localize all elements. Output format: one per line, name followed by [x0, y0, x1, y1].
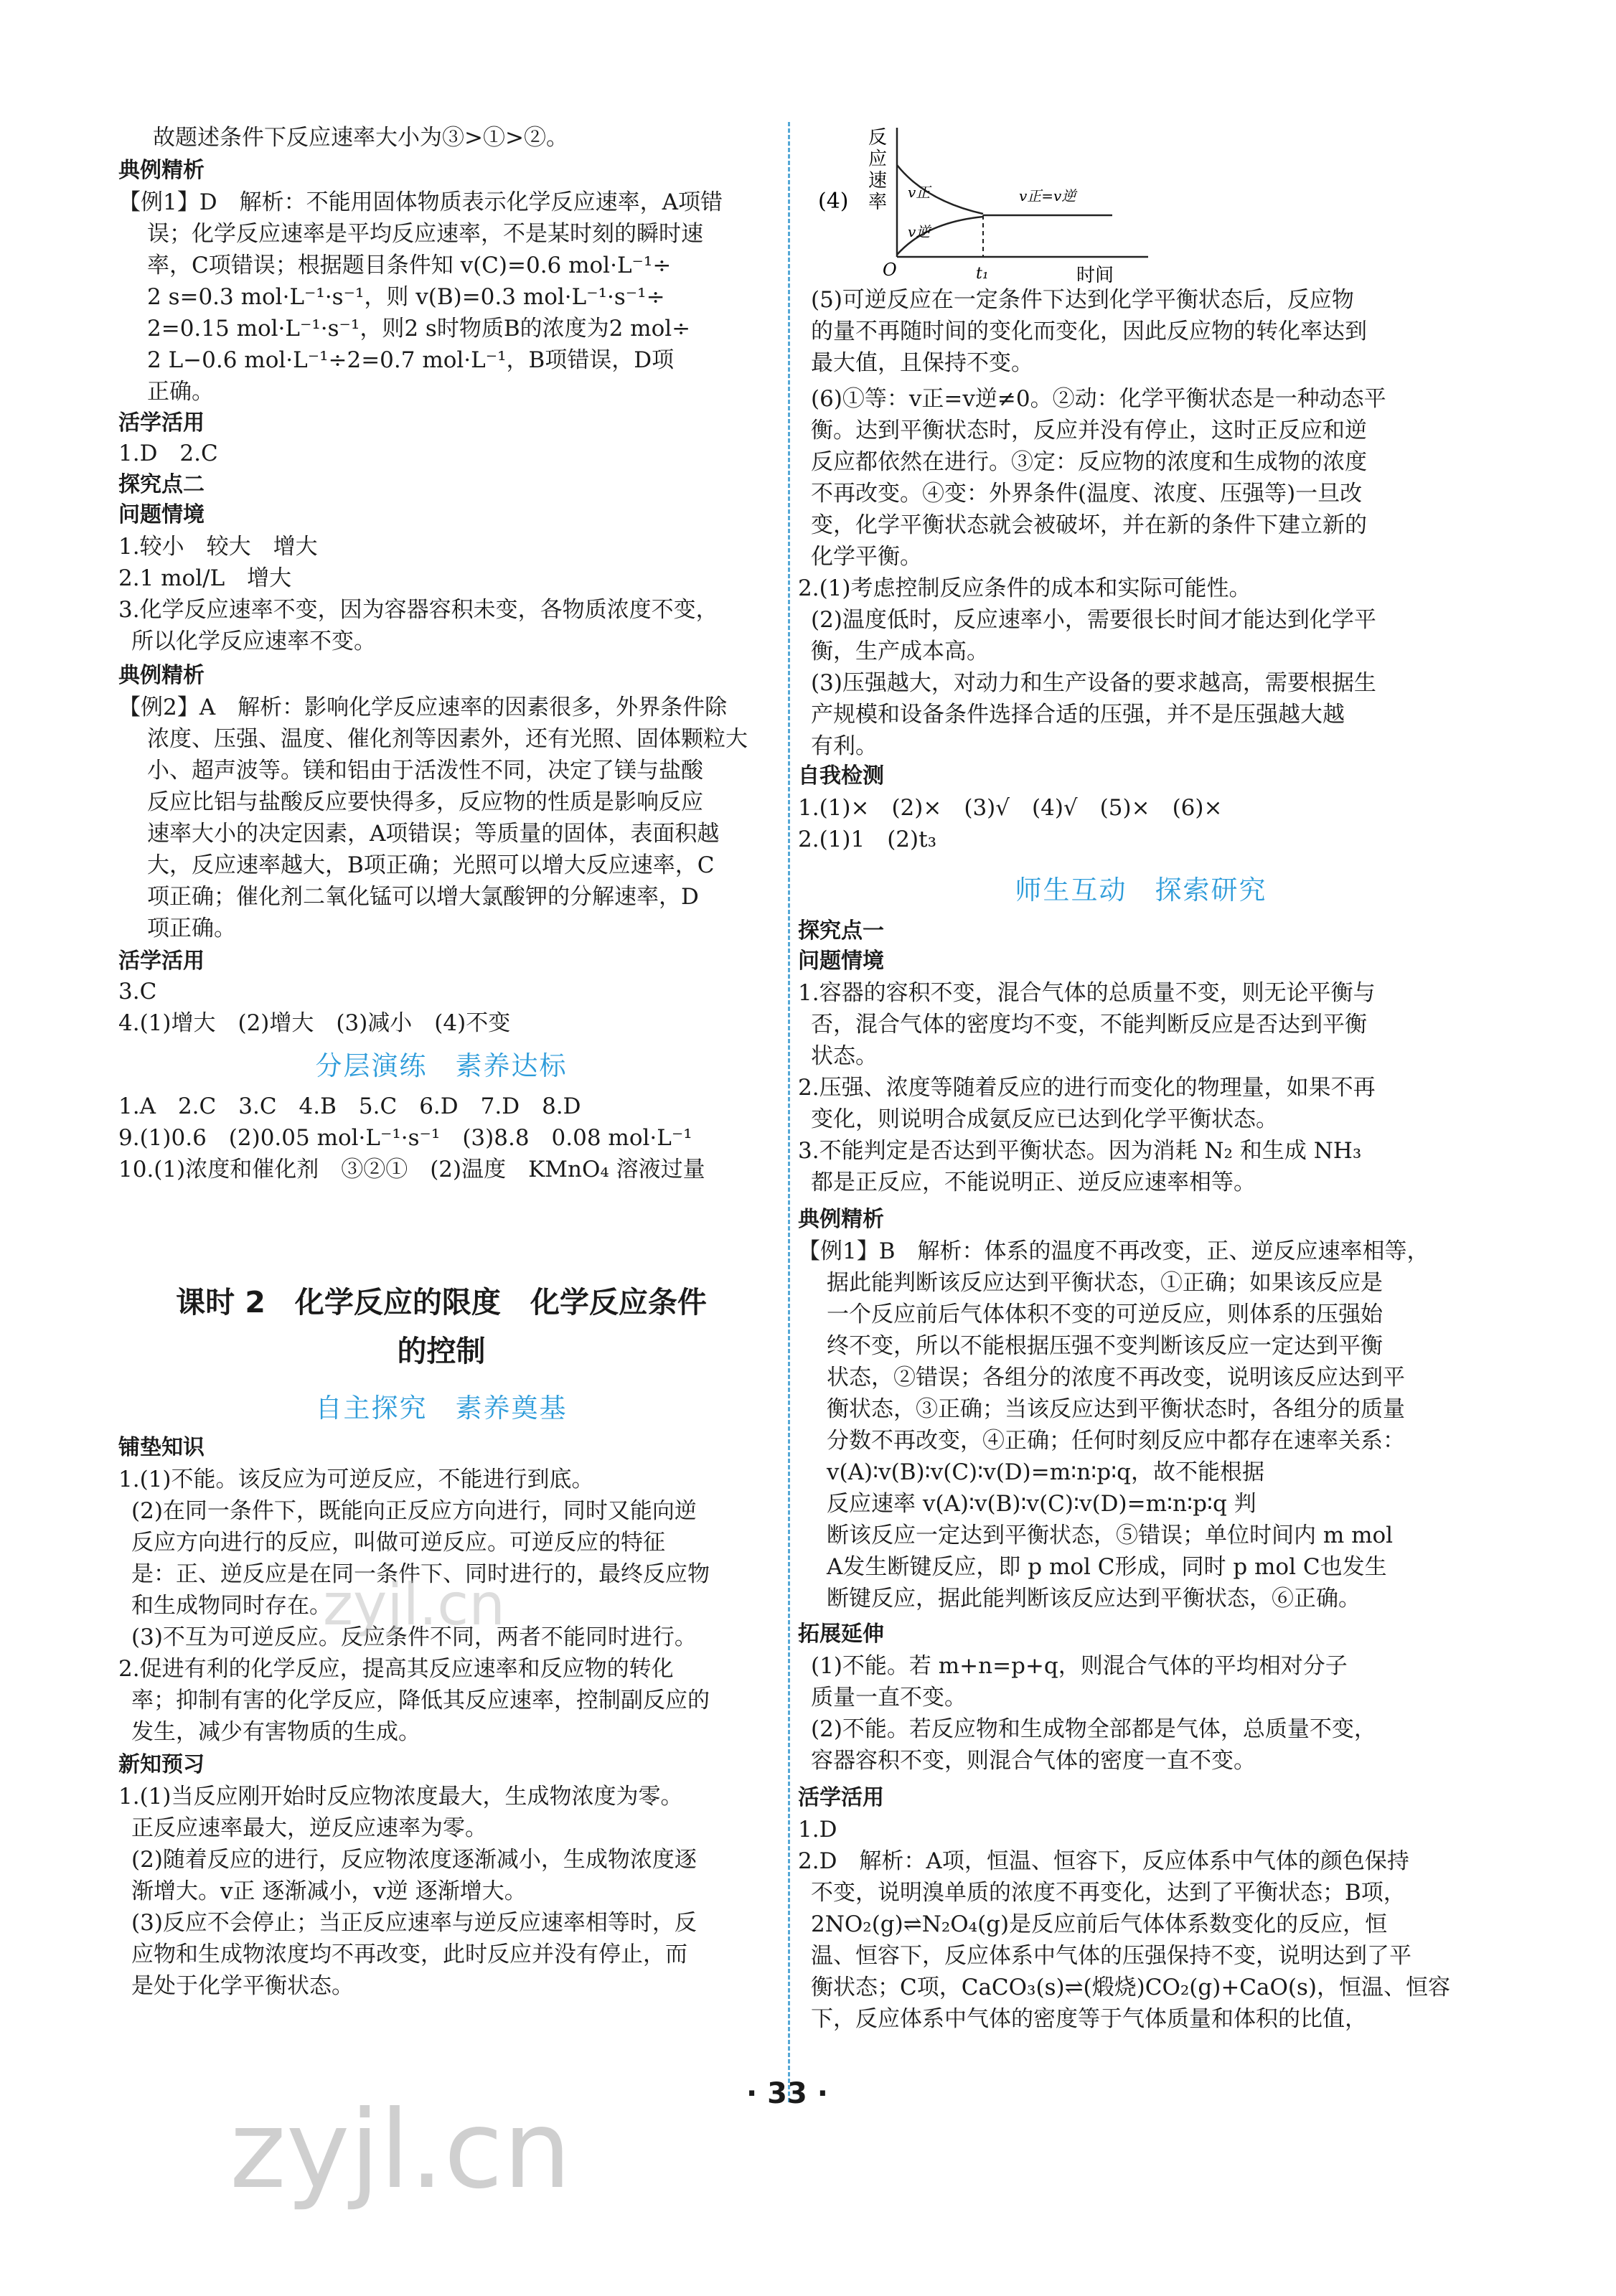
text-line: (2)温度低时，反应速率小，需要很长时间才能达到化学平 — [811, 607, 1376, 633]
text-line: 反应比铝与盐酸反应要快得多，反应物的性质是影响反应 — [147, 789, 703, 815]
text-line: 衡状态，③正确；当该反应达到平衡状态时，各组分的质量 — [827, 1396, 1405, 1422]
text-line: 率，C项错误；根据题目条件知 v(C)=0.6 mol·L⁻¹÷ — [147, 253, 672, 278]
heading-new-knowledge: 新知预习 — [118, 1752, 205, 1777]
watermark-large: zyjl.cn — [230, 2088, 572, 2213]
text-line: 温、恒容下，反应体系中气体的压强保持不变，说明达到了平 — [811, 1943, 1411, 1969]
text-line: 浓度、压强、温度、催化剂等因素外，还有光照、固体颗粒大 — [147, 726, 748, 752]
text-line: A发生断键反应，即 p mol C形成，同时 p mol C也发生 — [827, 1554, 1387, 1580]
text-line: 2.1 mol/L 增大 — [118, 565, 292, 591]
heading-foundation: 铺垫知识 — [118, 1435, 205, 1460]
text-line: 2.(1)1 (2)t₃ — [798, 827, 937, 852]
watermark-small: zyjl.cn — [323, 1571, 505, 1638]
text-line: 据此能判断该反应达到平衡状态，①正确；如果该反应是 — [827, 1270, 1383, 1296]
graph-label: (4) — [818, 189, 849, 214]
practice-answers: 1.D 2.C — [118, 441, 218, 466]
text-line: 3.C — [118, 979, 157, 1004]
text-line: 1.较小 较大 增大 — [118, 534, 318, 560]
text-line: (6)①等：v正=v逆≠0。②动：化学平衡状态是一种动态平 — [811, 386, 1386, 412]
column-divider — [788, 122, 790, 2102]
text-line: (2)在同一条件下，既能向正反应方向进行，同时又能向逆 — [131, 1498, 697, 1524]
text-line: 2 L−0.6 mol·L⁻¹÷2=0.7 mol·L⁻¹，B项错误，D项 — [147, 347, 675, 373]
heading-extension: 拓展延伸 — [798, 1622, 884, 1647]
practice-answers-2 — [118, 976, 764, 1039]
practice-answers-r — [798, 1814, 1458, 2035]
heading-practice-2: 活学活用 — [118, 949, 205, 974]
text-line: 都是正反应，不能说明正、逆反应速率相等。 — [811, 1170, 1256, 1195]
heading-problem-situation-r: 问题情境 — [798, 949, 884, 974]
text-line: 衡。达到平衡状态时，反应并没有停止，这时正反应和逆 — [811, 418, 1367, 443]
text-line: (3)不互为可逆反应。反应条件不同，两者不能同时进行。 — [131, 1624, 697, 1650]
text-line: 断该反应一定达到平衡状态，⑤错误；单位时间内 m mol — [827, 1523, 1394, 1548]
text-line: 化学平衡。 — [811, 544, 922, 570]
text-line: 反应都依然在进行。③定：反应物的浓度和生成物的浓度 — [811, 449, 1367, 475]
point-6 — [811, 383, 1471, 573]
text-line: (3)反应不会停止；当正反应速率与逆反应速率相等时，反 — [131, 1910, 697, 1936]
example-2 — [118, 692, 764, 944]
text-line: 速率大小的决定因素，A项错误；等质量的固体，表面积越 — [147, 821, 720, 847]
section-banner-drill: 分层演练 素养达标 — [315, 1050, 568, 1081]
heading-example-analysis-r: 典例精析 — [798, 1207, 884, 1232]
text-line: (3)压强越大，对动力和生产设备的要求越高，需要根据生 — [811, 670, 1376, 696]
page-number: · 33 · — [746, 2077, 828, 2110]
text-line: 分数不再改变，④正确；任何时刻反应中都存在速率关系： — [827, 1428, 1405, 1454]
y-axis-char: 反 — [868, 127, 888, 149]
new-knowledge-answers — [118, 1781, 764, 2002]
t1-label: t₁ — [976, 265, 989, 283]
section-banner-interaction: 师生互动 探索研究 — [1015, 875, 1267, 905]
text-line: 正反应速率最大，逆反应速率为零。 — [131, 1815, 487, 1841]
origin-label: O — [883, 260, 897, 280]
point-5 — [811, 284, 1471, 379]
text-line: (1)不能。若 m+n=p+q，则混合气体的平均相对分子 — [811, 1653, 1348, 1679]
text-line: 衡，生产成本高。 — [811, 639, 989, 664]
problem-answers — [118, 531, 764, 657]
text-line: 1.(1)× (2)× (3)√ (4)√ (5)× (6)× — [798, 795, 1223, 821]
text-line: 1.(1)当反应刚开始时反应物浓度最大，生成物浓度为零。 — [118, 1784, 683, 1810]
text-line: 2 s=0.3 mol·L⁻¹·s⁻¹，则 v(B)=0.3 mol·L⁻¹·s⁻¹÷ — [147, 284, 665, 310]
y-axis-char: 应 — [868, 149, 888, 170]
text-line: 【例2】A 解析：影响化学反应速率的因素很多，外界条件除 — [118, 695, 728, 720]
y-axis-char: 速 — [868, 170, 888, 192]
text-line: 项正确；催化剂二氧化锰可以增大氯酸钾的分解速率，D — [147, 884, 699, 910]
point-7 — [798, 573, 1471, 762]
text-line: 3.化学反应速率不变，因为容器容积未变，各物质浓度不变， — [118, 597, 718, 623]
heading-practice-r: 活学活用 — [798, 1785, 884, 1810]
v-reverse-label: v逆 — [908, 223, 931, 240]
text-line: v(A)∶v(B)∶v(C)∶v(D)=m∶n∶p∶q，故不能根据 — [827, 1459, 1264, 1485]
heading-inquiry-1: 探究点一 — [798, 918, 884, 944]
heading-inquiry-2: 探究点二 — [118, 472, 205, 497]
text-line: 的量不再随时间的变化而变化，因此反应物的转化率达到 — [811, 319, 1367, 344]
text-line: 一个反应前后气体体积不变的可逆反应，则体系的压强始 — [827, 1302, 1383, 1327]
text-line: 是处于化学平衡状态。 — [131, 1973, 354, 1999]
heading-self-check: 自我检测 — [798, 763, 884, 789]
text-line: 变，化学平衡状态就会被破坏，并在新的条件下建立新的 — [811, 512, 1367, 538]
text-line: 4.(1)增大 (2)增大 (3)减小 (4)不变 — [118, 1010, 511, 1036]
example-1-r — [798, 1236, 1458, 1614]
graph-y-axis-label — [868, 127, 887, 213]
text-line: 2.D 解析：A项，恒温、恒容下，反应体系中气体的颜色保持 — [798, 1848, 1409, 1874]
text-line: 容器容积不变，则混合气体的密度一直不变。 — [811, 1748, 1256, 1774]
text-line: 【例1】D 解析：不能用固体物质表示化学反应速率，A项错 — [118, 189, 723, 215]
heading-problem-situation: 问题情境 — [118, 502, 205, 527]
text-line: 1.(1)不能。该反应为可逆反应，不能进行到底。 — [118, 1467, 594, 1492]
text-line: 2.促进有利的化学反应，提高其反应速率和反应物的转化 — [118, 1656, 674, 1682]
text-line: 产规模和设备条件选择合适的压强，并不是压强越大越 — [811, 702, 1345, 728]
text-line: (5)可逆反应在一定条件下达到化学平衡状态后，反应物 — [811, 287, 1354, 313]
text-line: (2)不能。若反应物和生成物全部都是气体，总质量不变， — [811, 1716, 1376, 1742]
text-line: 不变，说明溴单质的浓度不再变化，达到了平衡状态；B项， — [811, 1880, 1406, 1906]
text-line: 2.压强、浓度等随着反应的进行而变化的物理量，如果不再 — [798, 1075, 1376, 1101]
text-line: 2.(1)考虑控制反应条件的成本和实际可能性。 — [798, 575, 1251, 601]
text-line: 状态，②错误；各组分的浓度不再改变，说明该反应达到平 — [827, 1365, 1405, 1391]
text-line: 10.(1)浓度和催化剂 ③②① (2)温度 KMnO₄ 溶液过量 — [118, 1157, 705, 1182]
text-line: 项正确。 — [147, 916, 236, 941]
x-axis-label: 时间 — [1076, 265, 1114, 286]
text-line: 是：正、逆反应是在同一条件下、同时进行的，最终反应物 — [131, 1561, 710, 1587]
text-line: 大，反应速率越大，B项正确；光照可以增大反应速率，C — [147, 852, 715, 878]
text-line: 1.A 2.C 3.C 4.B 5.C 6.D 7.D 8.D — [118, 1093, 581, 1119]
text-line: 质量一直不变。 — [811, 1685, 967, 1711]
text-line: 下，反应体系中气体的密度等于气体质量和体积的比值， — [811, 2006, 1367, 2032]
text-line: 正确。 — [147, 379, 214, 405]
text-line: 衡状态；C项，CaCO₃(s)⇌(煅烧)CO₂(g)+CaO(s)，恒温、恒容 — [811, 1975, 1451, 2000]
text-line: 9.(1)0.6 (2)0.05 mol·L⁻¹·s⁻¹ (3)8.8 0.08 mol·L⁻¹ — [118, 1125, 692, 1151]
problem-answers-r — [798, 977, 1458, 1198]
text-line: 2NO₂(g)⇌N₂O₄(g)是反应前后气体体系数变化的反应，恒 — [811, 1911, 1388, 1937]
text-line: 不再改变。④变：外界条件(温度、浓度、压强等)一旦改 — [811, 481, 1363, 507]
heading-example-analysis: 典例精析 — [118, 158, 205, 183]
y-axis-char: 率 — [868, 192, 888, 213]
text-line: 误；化学反应速率是平均反应速率，不是某时刻的瞬时速 — [147, 221, 703, 247]
text-line: 最大值，且保持不变。 — [811, 350, 1033, 376]
text-line: 终不变，所以不能根据压强不变判断该反应一定达到平衡 — [827, 1333, 1383, 1359]
text-line: 3.不能判定是否达到平衡状态。因为消耗 N₂ 和生成 NH₃ — [798, 1138, 1362, 1164]
text-line: 【例1】B 解析：体系的温度不再改变，正、逆反应速率相等， — [798, 1238, 1429, 1264]
drill-answers — [118, 1091, 764, 1185]
rate-time-graph — [811, 122, 1184, 287]
lesson-title-line-1: 课时 2 化学反应的限度 化学反应条件 — [176, 1285, 707, 1319]
extension-answers — [811, 1650, 1471, 1777]
text-line: 渐增大。v正 逐渐减小，v逆 逐渐增大。 — [131, 1878, 527, 1904]
text-line: 有利。 — [811, 733, 878, 759]
text-line: 1.D — [798, 1817, 837, 1843]
equilibrium-label: v正=v逆 — [1019, 187, 1076, 204]
text-line: 反应方向进行的反应，叫做可逆反应。可逆反应的特征 — [131, 1530, 665, 1556]
text-line: 变化，则说明合成氨反应已达到化学平衡状态。 — [811, 1106, 1278, 1132]
intro-text: 故题述条件下反应速率大小为③>①>②。 — [153, 125, 568, 151]
text-line: 应物和生成物浓度均不再改变，此时反应并没有停止，而 — [131, 1942, 687, 1967]
text-line: 发生，减少有害物质的生成。 — [131, 1719, 421, 1745]
text-line: 否，混合气体的密度均不变，不能判断反应是否达到平衡 — [811, 1012, 1367, 1038]
lesson-title-line-2: 的控制 — [397, 1334, 486, 1368]
text-line: 率；抑制有害的化学反应，降低其反应速率，控制副反应的 — [131, 1688, 710, 1713]
text-line: 状态。 — [811, 1043, 878, 1069]
text-line: 所以化学反应速率不变。 — [131, 629, 376, 654]
self-check-answers — [798, 792, 1458, 855]
text-line: 反应速率 v(A)∶v(B)∶v(C)∶v(D)=m∶n∶p∶q 判 — [827, 1491, 1256, 1517]
text-line: 2=0.15 mol·L⁻¹·s⁻¹，则2 s时物质B的浓度为2 mol÷ — [147, 316, 691, 342]
heading-practice: 活学活用 — [118, 410, 205, 436]
text-line: 和生成物同时存在。 — [131, 1593, 332, 1619]
v-forward-label: v正 — [908, 184, 931, 201]
text-line: 1.容器的容积不变，混合气体的总质量不变，则无论平衡与 — [798, 980, 1376, 1006]
text-line: 小、超声波等。镁和铝由于活泼性不同，决定了镁与盐酸 — [147, 758, 703, 784]
text-line: 断键反应，据此能判断该反应达到平衡状态，⑥正确。 — [827, 1586, 1361, 1612]
section-banner-self-study: 自主探究 素养奠基 — [315, 1393, 568, 1424]
heading-example-analysis-2: 典例精析 — [118, 663, 205, 688]
example-1 — [118, 187, 764, 408]
text-line: (2)随着反应的进行，反应物浓度逐渐减小，生成物浓度逐 — [131, 1847, 697, 1873]
